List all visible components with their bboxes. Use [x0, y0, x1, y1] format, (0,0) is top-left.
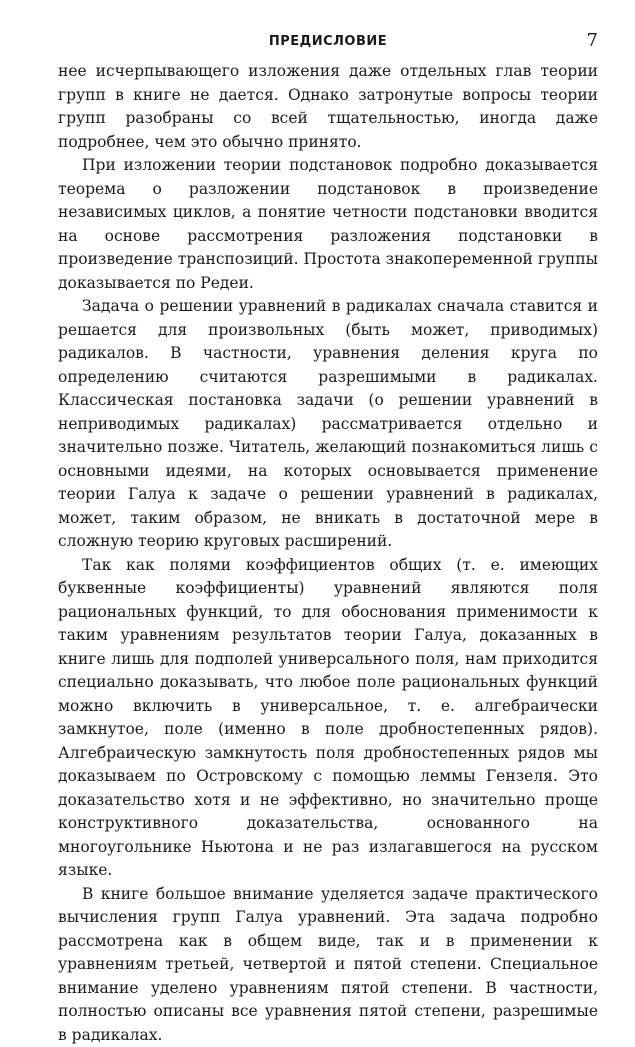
paragraph-continuation: нее исчерпывающего изложения даже отдельных глав теории групп в книге не дается. Однако затронутые вопросы теории групп разобраны со всей тщательностью, иногда даже подробнее, чем это обычно принято. — [58, 60, 598, 154]
body-text — [58, 60, 598, 1047]
paragraph-rational-functions: Так как полями коэффициентов общих (т. е. имеющих буквенные коэффициенты) уравнений являются поля рациональных функций, то для обоснования применимости к таким уравнениям результатов теории Галуа, доказанных в книге лишь для подполей универсального поля, нам приходится специально доказывать, что любое поле рациональных функций можно включить в универсальное, т. е. алгебраически замкнутое, поле (именно в поле дробностепенных рядов). Алгебраическую замкнутость поля дробностепенных рядов мы доказываем по Островскому с помощью леммы Гензеля. Это доказательство хотя и не эффективно, но значительно проще конструктивного доказательства, основанного на многоугольнике Ньютона и не раз излагавшегося на русском языке. — [58, 554, 598, 883]
book-page — [58, 30, 598, 1047]
paragraph-substitutions: При изложении теории подстановок подробно доказывается теорема о разложении подстановок в произведение независимых циклов, а понятие четности подстановки вводится на основе рассмотрения разложения подстановки в произведение транспозиций. Простота знакопеременной группы доказывается по Редеи. — [58, 154, 598, 295]
running-head — [58, 30, 598, 60]
paragraph-galois-groups: В книге большое внимание уделяется задаче практического вычисления групп Галуа уравнений. Эта задача подробно рассмотрена как в общем виде, так и в применении к уравнениям третьей, четвертой и пятой степени. Специальное внимание уделено уравнениям пятой степени. В частности, полностью описаны все уравнения пятой степени, разрешимые в радикалах. — [58, 883, 598, 1047]
page-number: 7 — [587, 30, 598, 51]
paragraph-radicals: Задача о решении уравнений в радикалах сначала ставится и решается для произвольных (быть может, приводимых) радикалов. В частности, уравнения деления круга по определению считаются разрешимыми в радикалах. Классическая постановка задачи (о решении уравнений в неприводимых радикалах) рассматривается отдельно и значительно позже. Читатель, желающий познакомиться лишь с основными идеями, на которых основывается применение теории Галуа к задаче о решении уравнений в радикалах, может, таким образом, не вникать в достаточной мере в сложную теорию круговых расширений. — [58, 295, 598, 554]
running-title: ПРЕДИСЛОВИЕ — [58, 34, 598, 49]
